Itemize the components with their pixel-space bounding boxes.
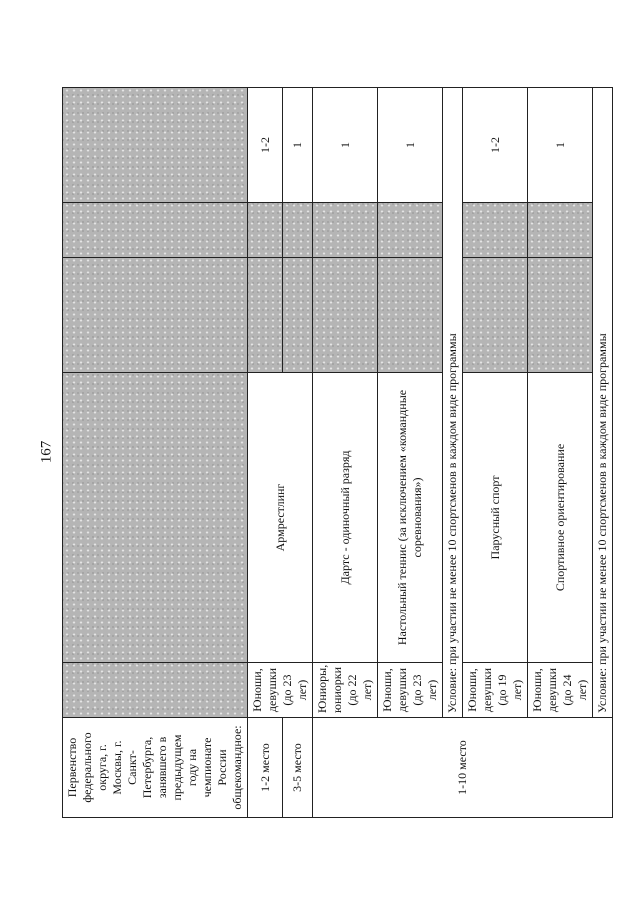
darts-age-cell [313, 663, 378, 718]
orienteering-age: Юноши, девушки (до 24 лет) [530, 667, 589, 713]
armwrestling-sport-cell [248, 373, 313, 663]
shaded-cell [528, 258, 593, 373]
table-row [593, 88, 613, 818]
place-3-5-label: 3-5 место [290, 743, 305, 792]
place-1-2-cell [248, 718, 283, 818]
table-row [248, 88, 283, 818]
armwrestling-age-cell [248, 663, 313, 718]
armwrestling-rank-2-cell [283, 88, 313, 203]
place-1-10-label: 1-10 место [455, 740, 469, 795]
condition-2-cell [593, 88, 613, 718]
shaded-cell [313, 203, 378, 258]
table-row [378, 88, 443, 818]
shaded-cell [63, 663, 248, 718]
armwrestling-age: Юноши, девушки (до 23 лет) [250, 667, 309, 713]
sailing-rank-cell [463, 88, 528, 203]
place-1-10-cell [313, 718, 613, 818]
shaded-cell [63, 373, 248, 663]
tabletennis-rank-cell [378, 88, 443, 203]
tabletennis-sport-cell [378, 373, 443, 663]
competition-header-cell [63, 718, 248, 818]
tabletennis-age-cell [378, 663, 443, 718]
shaded-cell [248, 203, 283, 258]
shaded-cell [313, 258, 378, 373]
place-1-2-label: 1-2 место [257, 743, 272, 792]
shaded-cell [63, 88, 248, 203]
shaded-cell [528, 203, 593, 258]
darts-rank: 1 [337, 142, 352, 148]
shaded-cell [463, 203, 528, 258]
shaded-cell [248, 258, 283, 373]
armwrestling-sport: Армрестлинг [272, 483, 287, 552]
tabletennis-age: Юноши, девушки (до 23 лет) [380, 667, 439, 713]
condition-1-text: Условие: при участии не менее 10 спортсменов в каждом виде программы [445, 333, 459, 713]
shaded-cell [283, 203, 313, 258]
qualification-table [62, 87, 613, 818]
table-row [443, 88, 463, 818]
condition-2-text: Условие: при участии не менее 10 спортсменов в каждом виде программы [595, 333, 609, 713]
shaded-cell [378, 203, 443, 258]
shaded-cell [63, 203, 248, 258]
darts-rank-cell [313, 88, 378, 203]
orienteering-sport: Спортивное ориентирование [552, 443, 567, 592]
condition-1-cell [443, 88, 463, 718]
page-number: 167 [38, 440, 55, 464]
sailing-rank: 1-2 [487, 137, 502, 153]
armwrestling-rank-1-cell [248, 88, 283, 203]
competition-header-text: Первенство федерального округа, г. Москвы, г. Санкт-Петербурга, занявшего в предыдущем году на чемпионате России общекомандное: [65, 725, 244, 810]
table-row [528, 88, 593, 818]
orienteering-rank-cell [528, 88, 593, 203]
armwrestling-rank-1: 1-2 [257, 137, 272, 153]
sailing-age-cell [463, 663, 528, 718]
table-row [463, 88, 528, 818]
shaded-cell [378, 258, 443, 373]
rotated-table-area [62, 88, 609, 818]
sailing-sport: Парусный спорт [487, 475, 502, 560]
sailing-age: Юноши, девушки (до 19 лет) [465, 667, 524, 713]
place-3-5-cell [283, 718, 313, 818]
sailing-sport-cell [463, 373, 528, 663]
orienteering-rank: 1 [552, 142, 567, 148]
darts-sport: Дартс - одиночный разряд [337, 450, 352, 585]
tabletennis-sport: Настольный теннис (за исключением «командные соревнования») [395, 389, 424, 646]
darts-sport-cell [313, 373, 378, 663]
table-row [313, 88, 378, 818]
shaded-cell [463, 258, 528, 373]
darts-age: Юниоры, юниорки (до 22 лет) [315, 664, 374, 713]
tabletennis-rank: 1 [402, 142, 417, 148]
shaded-cell [63, 258, 248, 373]
table-row [63, 88, 248, 818]
table-wrapper [62, 88, 609, 818]
armwrestling-rank-2: 1 [290, 142, 305, 148]
shaded-cell [283, 258, 313, 373]
orienteering-sport-cell [528, 373, 593, 663]
orienteering-age-cell [528, 663, 593, 718]
